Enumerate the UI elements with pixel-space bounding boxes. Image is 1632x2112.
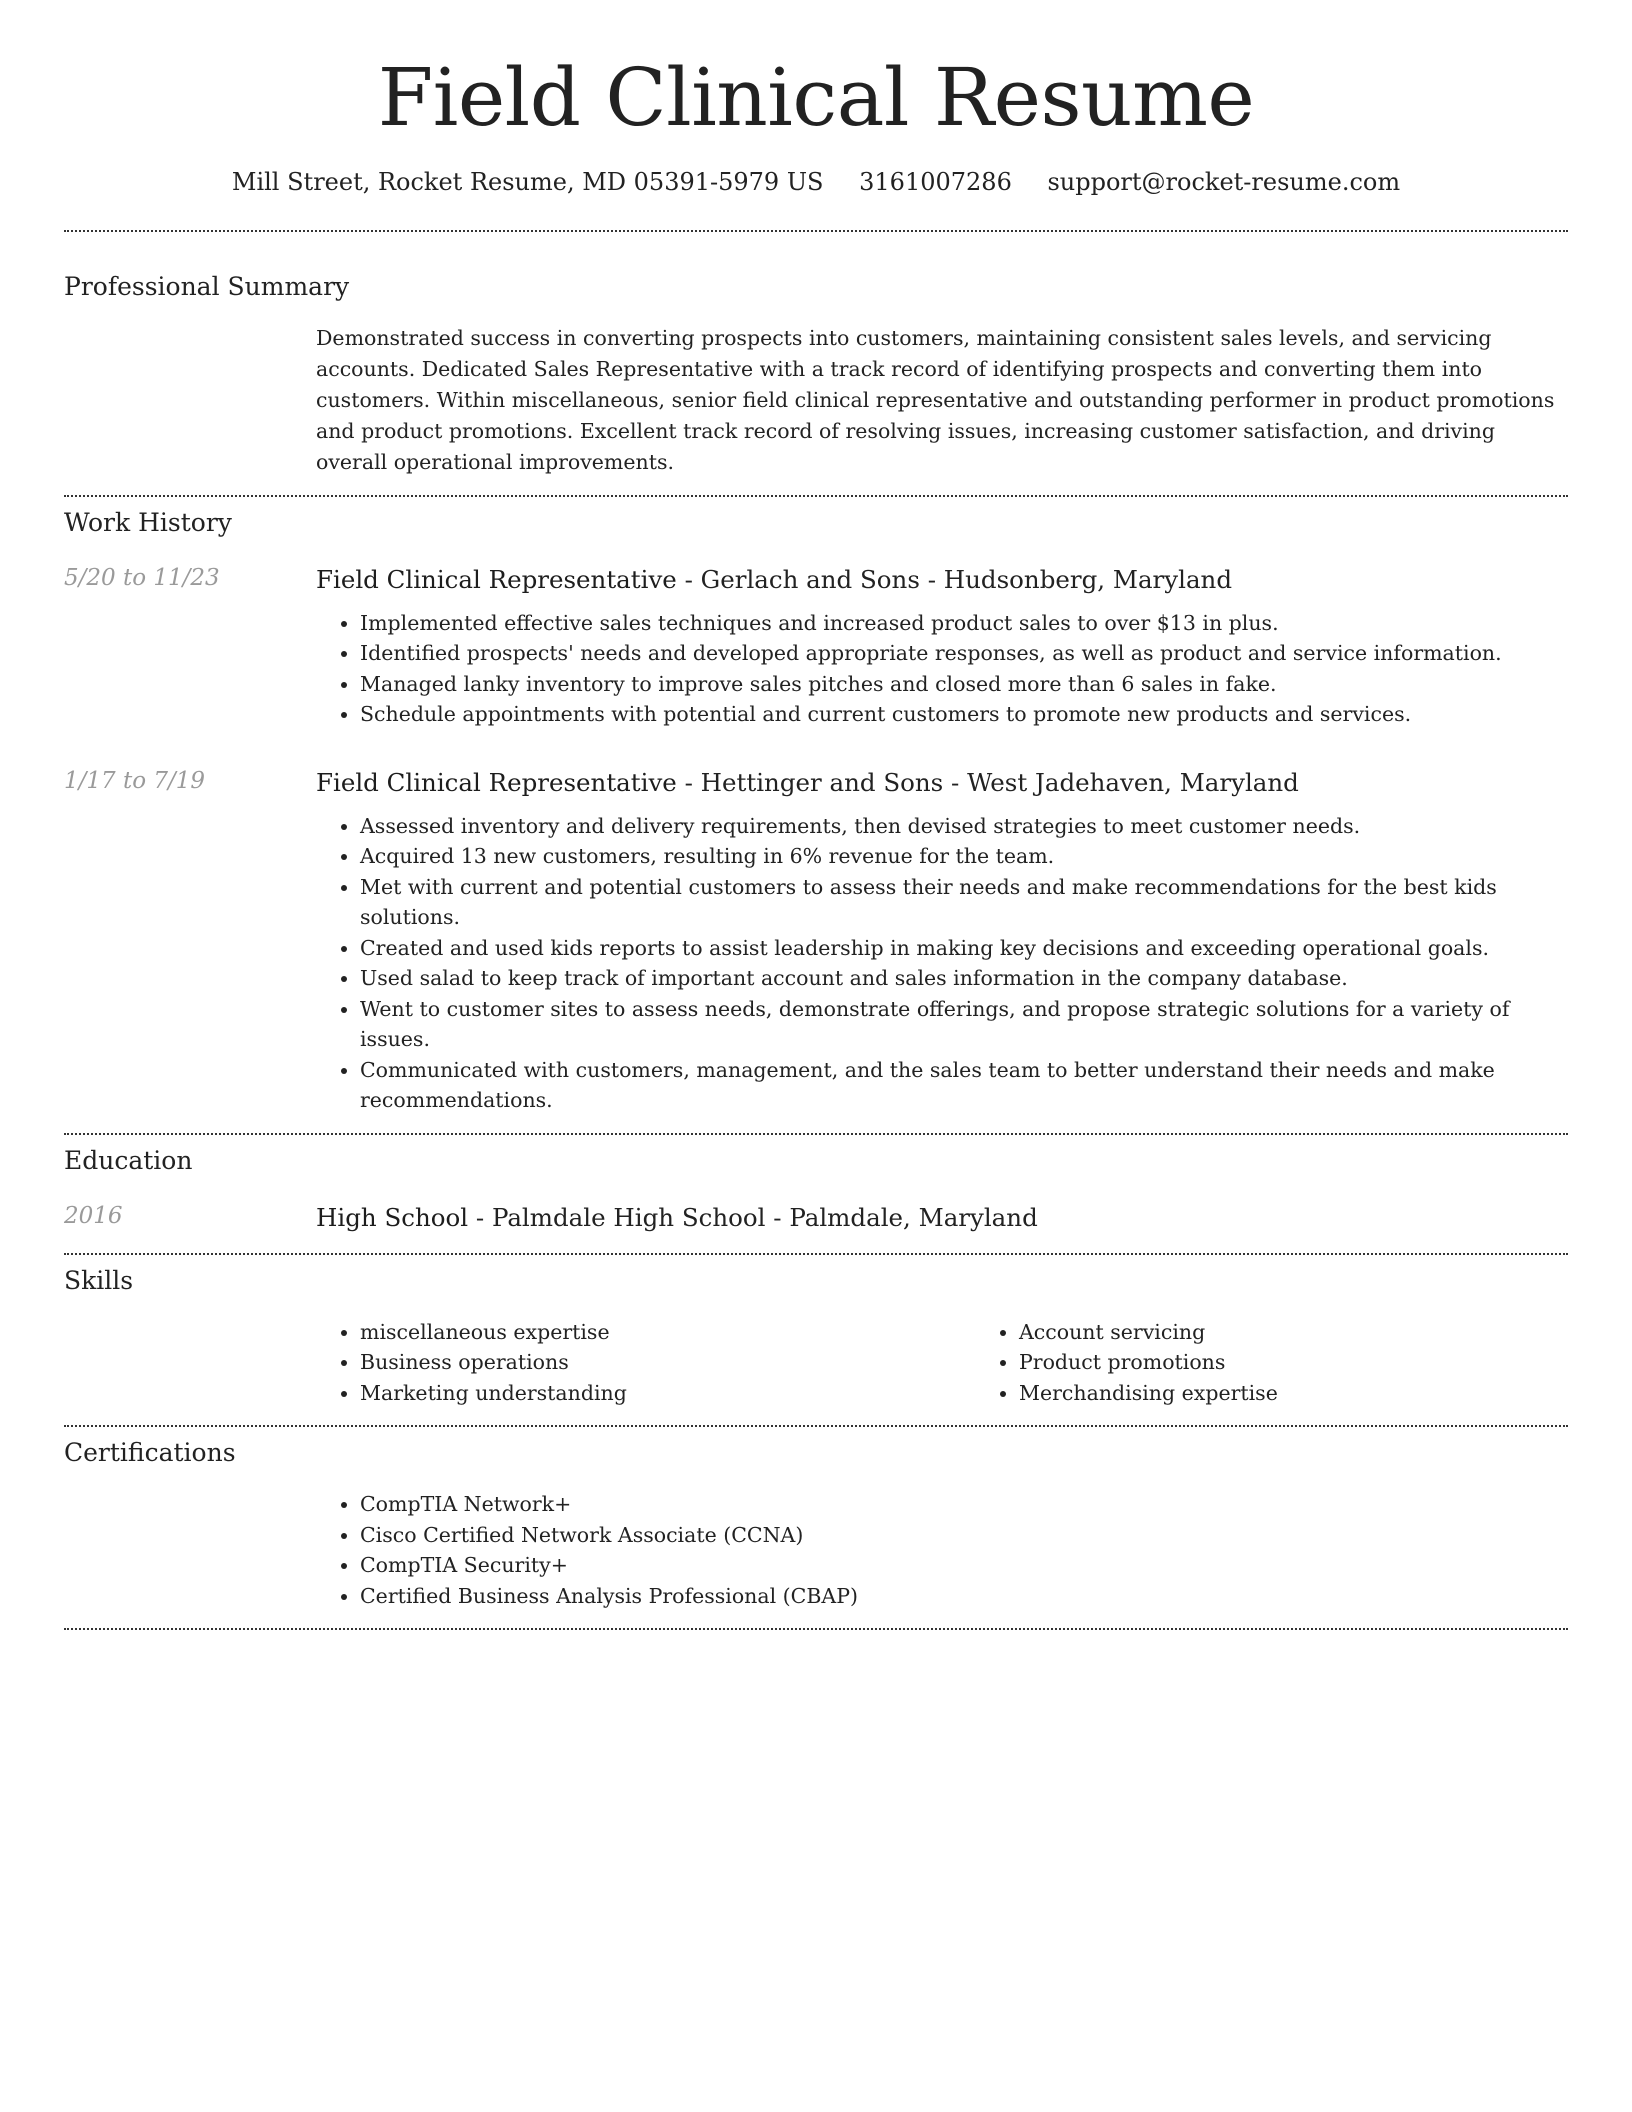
job-title — [316, 564, 1568, 596]
certifications-title: Certifications — [64, 1438, 236, 1468]
skills-list — [316, 1319, 1568, 1409]
job-company: Hettinger and Sons — [700, 767, 944, 797]
skill-item: • Merchandising expertise — [1019, 1378, 1632, 1409]
contact-phone: 3161007286 — [859, 168, 1012, 196]
certifications-section — [64, 1427, 1568, 1611]
education-school: Palmdale High School — [491, 1202, 766, 1232]
job-entry — [64, 564, 1568, 730]
job-title — [316, 767, 1568, 799]
contact-address: Mill Street, Rocket Resume, MD 05391-5979 US — [231, 168, 824, 196]
skill-item: • Marketing understanding — [360, 1378, 975, 1409]
certification-item: • CompTIA Network+ — [360, 1489, 1568, 1520]
skill-item: • Product promotions — [1019, 1347, 1632, 1378]
resume-name: Field Clinical Resume — [377, 51, 1255, 144]
job-role: Field Clinical Representative — [316, 565, 677, 594]
skill-item: • Business operations — [360, 1347, 975, 1378]
job-bullet: • Identified prospects' needs and developed appropriate responses, as well as product and service information. — [360, 638, 1568, 669]
job-bullet: • Implemented effective sales techniques and increased product sales to over $13 in plus. — [360, 608, 1568, 639]
education-entry — [64, 1202, 1568, 1234]
contact-line — [64, 168, 1568, 196]
job-bullet: • Used salad to keep track of important account and sales information in the company database. — [360, 963, 1568, 994]
skills-title: Skills — [64, 1265, 134, 1295]
certification-item: • CompTIA Security+ — [360, 1550, 1568, 1581]
summary-title: Professional Summary — [64, 272, 350, 301]
section-divider — [64, 1628, 1568, 1630]
summary-text: Demonstrated success in converting prospects into customers, maintaining consistent sales levels, and servicing accounts. Dedicated Sales Representative with a track record of identifying prospects and converting them into customers. Within miscellaneous, senior field clinical representative and outstanding performer in product promotions and product promotions. Excellent track record of resolving issues, increasing customer satisfaction, and driving overall operational improvements. — [316, 326, 1555, 474]
job-bullets — [316, 608, 1568, 730]
education-title-line — [316, 1202, 1568, 1234]
job-bullet: • Assessed inventory and delivery requirements, then devised strategies to meet customer needs. — [360, 811, 1568, 842]
job-bullet: • Acquired 13 new customers, resulting in 6% revenue for the team. — [360, 841, 1568, 872]
education-section — [64, 1135, 1568, 1234]
job-location: West Jadehaven, Maryland — [967, 767, 1299, 797]
certification-item: • Certified Business Analysis Professional (CBAP) — [360, 1581, 1568, 1612]
education-degree: High School — [316, 1202, 469, 1232]
education-separator: - — [765, 1202, 790, 1232]
skills-section — [64, 1255, 1568, 1409]
job-separator: - — [676, 565, 701, 594]
job-separator: - — [676, 767, 701, 797]
education-title: Education — [64, 1145, 193, 1175]
skill-item: • Account servicing — [1019, 1317, 1632, 1348]
job-dates: 1/17 to 7/19 — [64, 767, 206, 794]
skill-item: • miscellaneous expertise — [360, 1317, 975, 1348]
job-bullet: • Schedule appointments with potential and current customers to promote new products and services. — [360, 699, 1568, 730]
education-location: Palmdale, Maryland — [789, 1202, 1038, 1232]
resume-header — [64, 0, 1568, 196]
job-bullet: • Went to customer sites to assess needs, demonstrate offerings, and propose strategic solutions for a variety of issues. — [360, 994, 1568, 1055]
job-location: Hudsonberg, Maryland — [943, 565, 1233, 594]
job-bullet: • Created and used kids reports to assist leadership in making key decisions and exceeding operational goals. — [360, 933, 1568, 964]
job-bullet: • Managed lanky inventory to improve sales pitches and closed more than 6 sales in fake. — [360, 669, 1568, 700]
job-separator: - — [919, 565, 944, 594]
skills-column-left — [316, 1317, 975, 1409]
summary-section — [64, 232, 1568, 478]
work-history-section — [64, 497, 1568, 1116]
job-dates: 5/20 to 11/23 — [64, 565, 220, 591]
education-year: 2016 — [64, 1202, 123, 1229]
work-history-title: Work History — [64, 508, 232, 537]
certification-item: • Cisco Certified Network Associate (CCNA) — [360, 1520, 1568, 1551]
job-separator: - — [943, 767, 968, 797]
certifications-list — [316, 1489, 1568, 1611]
job-bullets — [316, 811, 1568, 1116]
job-bullet: • Met with current and potential customers to assess their needs and make recommendations for the best kids solutions. — [360, 872, 1568, 933]
skills-column-right — [975, 1317, 1632, 1409]
job-role: Field Clinical Representative — [316, 767, 677, 797]
contact-email: support@rocket-resume.com — [1047, 168, 1401, 196]
job-company: Gerlach and Sons — [700, 565, 920, 594]
job-bullet: • Communicated with customers, management, and the sales team to better understand their needs and make recommendations. — [360, 1055, 1568, 1116]
job-entry — [64, 767, 1568, 1116]
education-separator: - — [468, 1202, 492, 1232]
